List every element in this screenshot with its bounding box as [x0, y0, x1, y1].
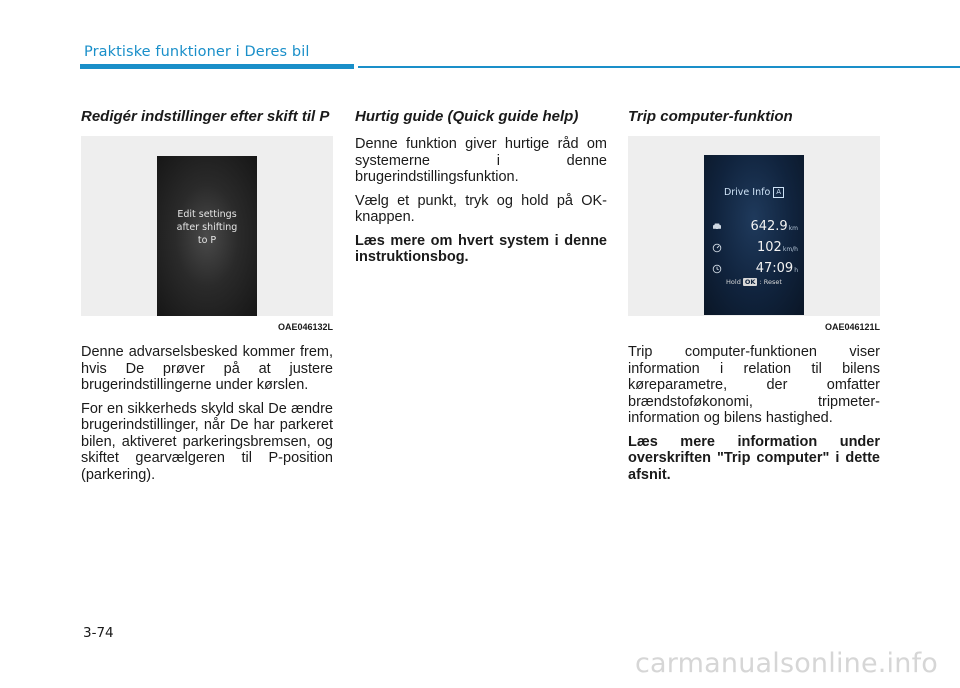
- page-number: 3-74: [83, 625, 114, 641]
- paragraph: Trip computer-funktionen viser information i relation til bilens køreparametre, der omfatter brændstoføkonomi, tripmeter-information og bilens hastighed.: [628, 344, 880, 426]
- trip-a-badge: A: [773, 187, 784, 198]
- speed-unit: km/h: [782, 246, 798, 253]
- cluster-display-drive-info: [704, 155, 804, 315]
- reset-label: : Reset: [759, 278, 782, 286]
- distance-unit: km: [788, 225, 798, 232]
- figure-caption: OAE046132L: [277, 322, 333, 332]
- heading-edit-settings: Redigér indstillinger efter skift til P: [81, 108, 330, 125]
- section-title: Praktiske funktioner i Deres bil: [84, 44, 310, 60]
- time-unit: h: [794, 267, 798, 274]
- ok-key: OK: [744, 278, 756, 286]
- paragraph: For en sikkerheds skyld skal De ændre brugerindstillinger, når De har parkeret bilen, aktiveret parkeringsbremsen, og skiftet gearvælgeren til P-position (parkering).: [81, 400, 333, 483]
- speed-value: 102: [757, 240, 782, 255]
- cluster-display-warning: [157, 156, 257, 316]
- watermark: carmanualsonline.info: [635, 648, 938, 679]
- heading-quick-guide: Hurtig guide (Quick guide help): [355, 108, 579, 125]
- header-rule-thick: [80, 64, 354, 69]
- figure-trip-computer: [628, 136, 880, 316]
- time-value: 47:09: [755, 261, 794, 276]
- fuel-pump-icon: [712, 222, 722, 232]
- paragraph: Denne funktion giver hurtige råd om systemerne i denne brugerindstillingsfunktion.: [355, 136, 607, 185]
- speedometer-icon: [712, 243, 722, 253]
- column-edit-settings: [81, 108, 333, 490]
- row-distance: [712, 217, 798, 235]
- distance-value: 642.9: [750, 219, 788, 234]
- bold-note: Læs mere information under overskriften "Trip computer" i dette afsnit.: [628, 433, 880, 483]
- column-quick-guide: [355, 108, 607, 273]
- drive-info-title: [704, 187, 804, 198]
- header-rule-thin: [358, 66, 960, 68]
- heading-trip-computer: Trip computer-funktion: [628, 108, 793, 125]
- clock-icon: [712, 264, 722, 274]
- paragraph: Vælg et punkt, tryk og hold på OK-knappen.: [355, 192, 607, 225]
- warning-message: Edit settings after shifting to P: [176, 209, 238, 246]
- bold-note: Læs mere om hvert system i denne instruktionsbog.: [355, 232, 607, 265]
- figure-caption: OAE046121L: [824, 322, 880, 332]
- row-time: [712, 259, 798, 277]
- hold-label: Hold: [726, 278, 741, 286]
- reset-hint: [704, 278, 804, 286]
- drive-info-label: Drive Info: [723, 187, 771, 198]
- row-speed: [712, 238, 798, 256]
- column-trip-computer: [628, 108, 880, 490]
- figure-edit-settings: [81, 136, 333, 316]
- paragraph: Denne advarselsbesked kommer frem, hvis De prøver på at justere brugerindstillingerne under kørslen.: [81, 344, 333, 393]
